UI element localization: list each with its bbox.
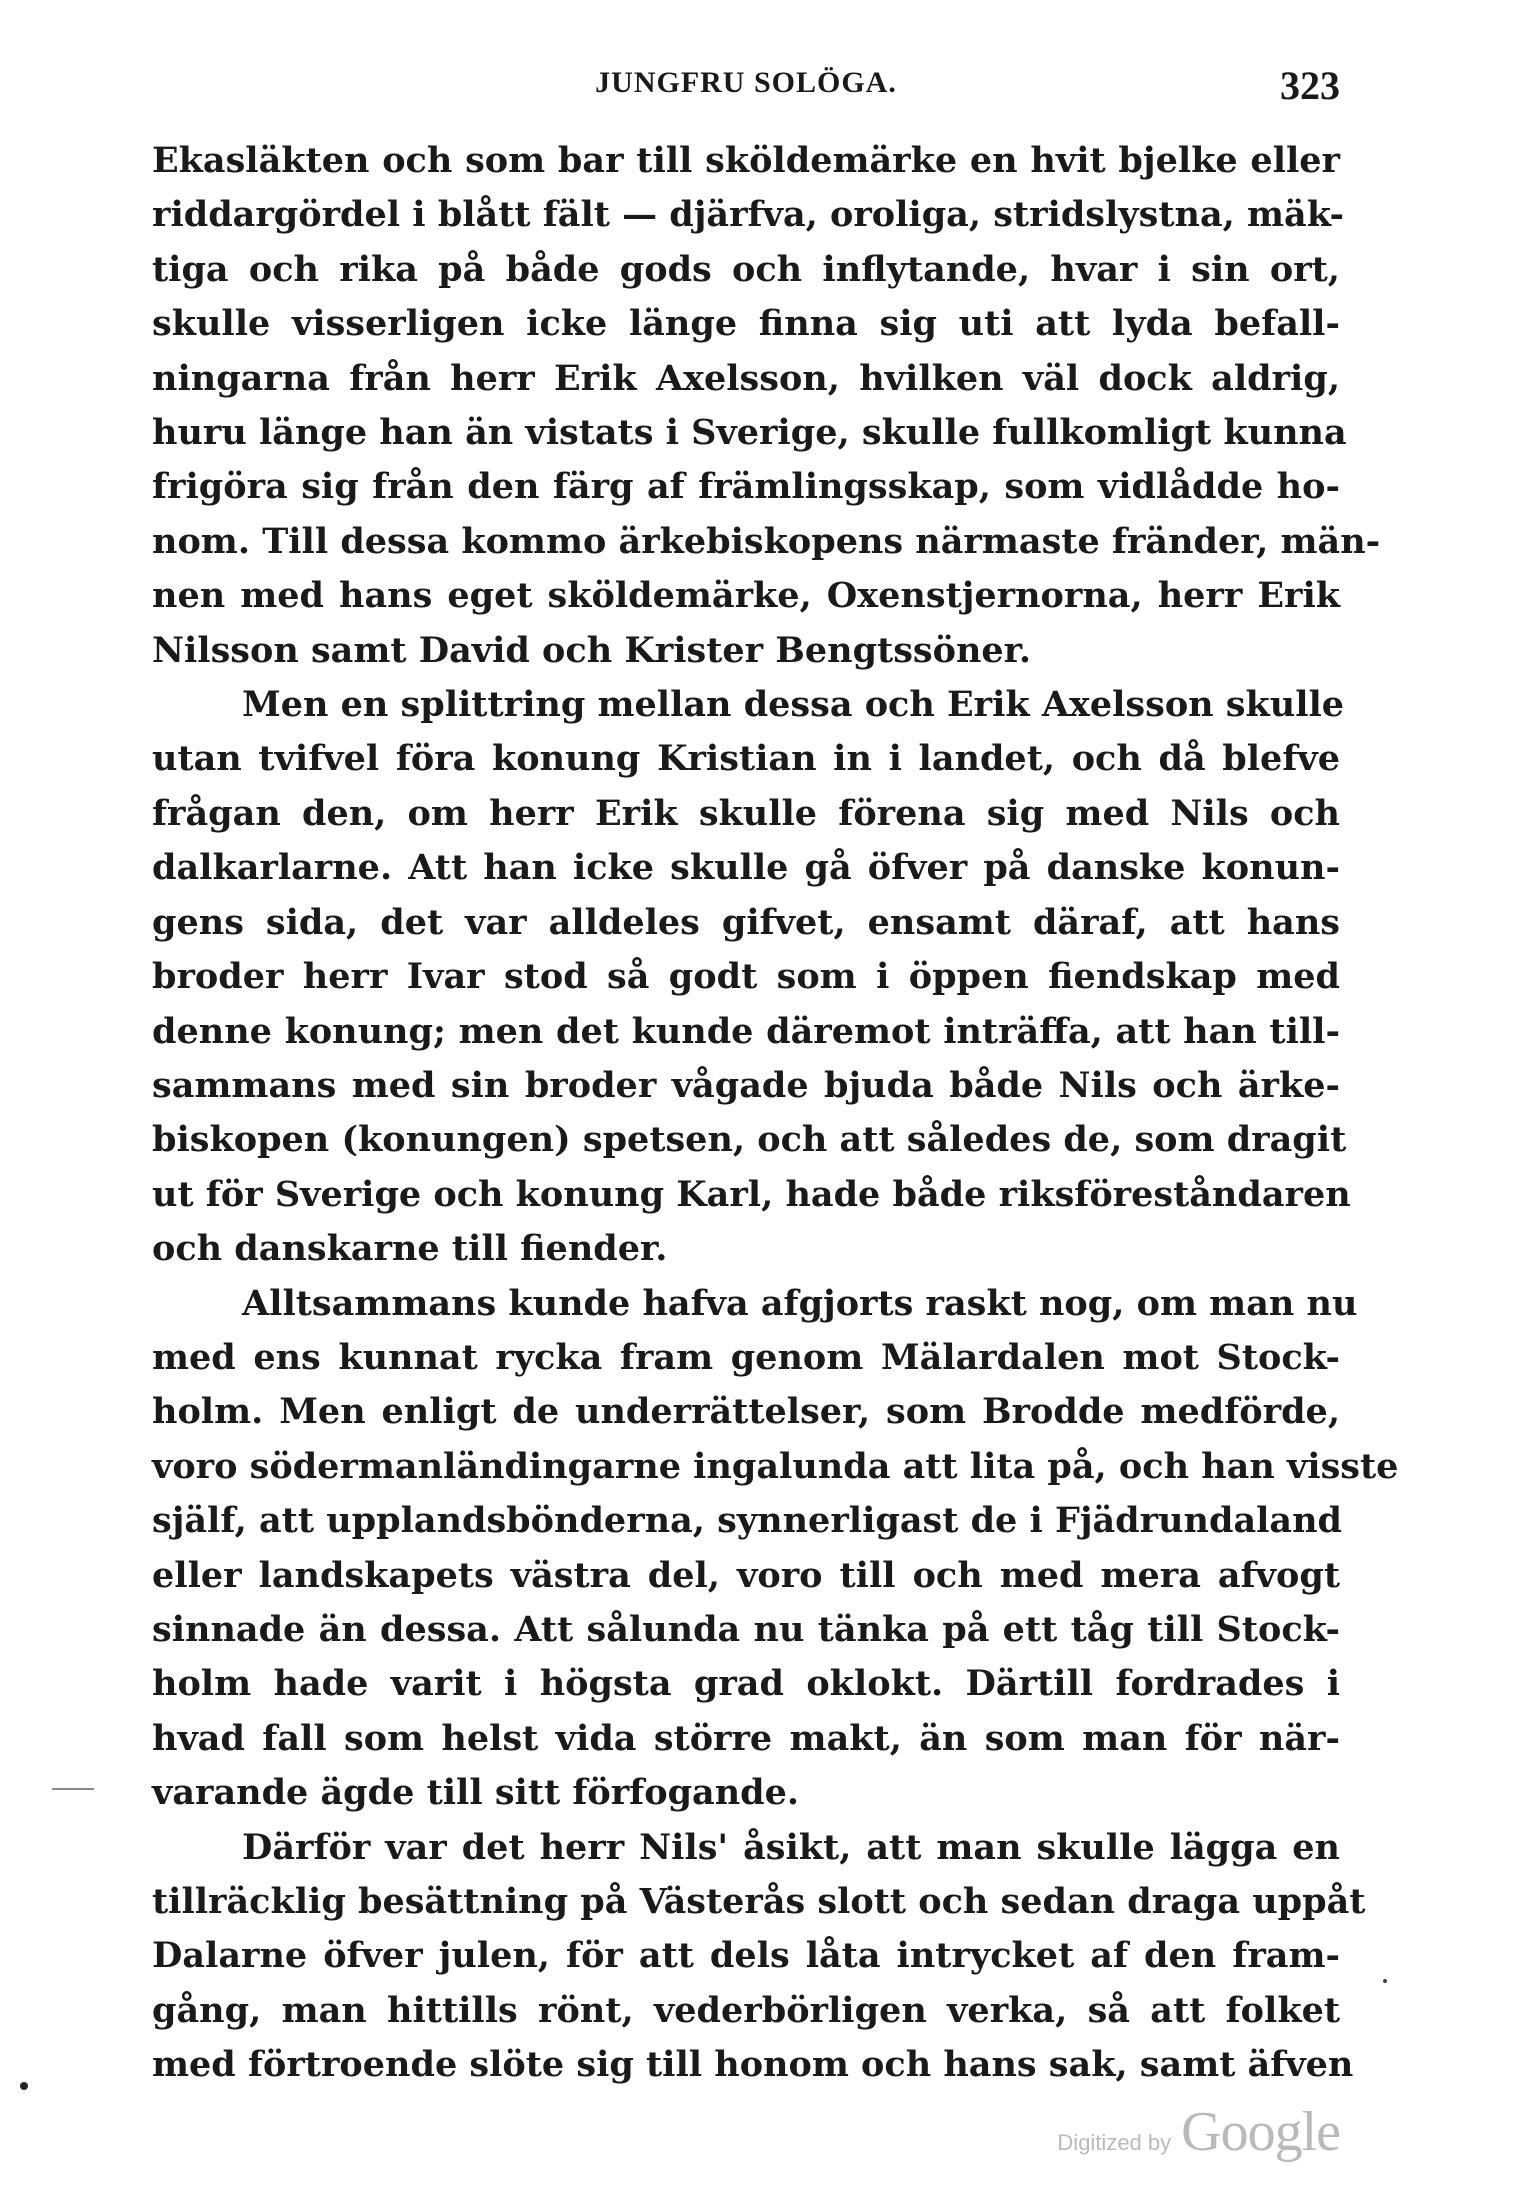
scan-mark [52,1788,94,1790]
text-line: tillräcklig besättning på Västerås slott och sedan draga uppåt [152,1881,1366,1922]
text-line: Alltsammans kunde hafva afgjorts raskt nog, om man nu [242,1282,1358,1324]
text-line: och danskarne till fiender. [152,1228,668,1270]
page-number: 323 [1280,63,1340,108]
paragraph [152,678,1351,1276]
text-line: eller landskapets västra del, voro till och med mera afvogt [152,1554,1340,1596]
text-line: varande ägde till sitt förfogande. [152,1772,800,1814]
scan-mark [1383,1979,1387,1983]
text-line: frågan den, om herr Erik skulle förena sig med Nils och [152,792,1340,834]
text-line: nom. Till dessa kommo ärkebiskopens närmaste fränder, män- [152,520,1381,562]
text-line: skulle visserligen icke länge finna sig uti att lyda befall- [152,303,1340,345]
running-title: JUNGFRU SOLÖGA. [595,66,897,99]
text-line: ningarna från herr Erik Axelsson, hvilken väl dock aldrig, [152,357,1340,399]
text-line: själf, att upplandsbönderna, synnerligast de i Fjädrundaland [152,1500,1343,1542]
text-line: med ens kunnat rycka fram genom Mälardalen mot Stock- [152,1336,1340,1378]
text-line: ut för Sverige och konung Karl, hade både riksföreståndaren [152,1173,1351,1215]
text-line: gång, man hittills rönt, vederbörligen verka, så att folket [152,1989,1340,2031]
paragraph [152,1821,1366,2093]
text-line: med förtroende slöte sig till honom och hans sak, samt äfven [152,2044,1354,2086]
text-line: riddargördel i blått fält — djärfva, oroliga, stridslystna, mäk- [152,194,1345,236]
page-header [152,63,1340,116]
text-line: dalkarlarne. Att han icke skulle gå öfver på danske konun- [152,847,1340,889]
text-line: tiga och rika på både gods och inflytande, hvar i sin ort, [152,248,1340,290]
text-line: gens sida, det var alldeles gifvet, ensamt däraf, att hans [152,901,1340,943]
paragraph [152,1277,1399,1821]
text-line: Ekasläkten och som bar till sköldemärke en hvit bjelke eller [152,140,1340,181]
text-line: utan tvifvel föra konung Kristian in i landet, och då blefve [152,738,1340,780]
text-line: voro södermanländingarne ingalunda att lita på, och han visste [152,1445,1399,1487]
scan-mark [20,2082,28,2090]
text-line: holm hade varit i högsta grad oklokt. Därtill fordrades i [152,1663,1340,1705]
text-line: denne konung; men det kunde däremot inträffa, att han till- [152,1010,1340,1052]
text-line: biskopen (konungen) spetsen, och att således de, som dragit [152,1119,1347,1161]
text-line: Men en splittring mellan dessa och Erik Axelsson skulle [242,684,1345,726]
text-line: hvad fall som helst vida större makt, än som man för när- [152,1717,1340,1759]
text-line: Dalarne öfver julen, för att dels låta intrycket af den fram- [152,1935,1340,1977]
text-line: frigöra sig från den färg af främlingsskap, som vidlådde ho- [152,466,1340,508]
text-line: Därför var det herr Nils' åsikt, att man skulle lägga en [242,1826,1340,1868]
text-line: Nilsson samt David och Krister Bengtssöner. [152,629,1032,671]
watermark-digitized-label: Digitized by [1057,2130,1172,2155]
text-line: huru länge han än vistats i Sverige, skulle fullkomligt kunna [152,412,1347,454]
google-logo: Google [1181,2101,1340,2163]
text-line: holm. Men enligt de underrättelser, som Brodde medförde, [152,1391,1340,1433]
text-line: sammans med sin broder vågade bjuda både Nils och ärke- [152,1064,1340,1106]
google-watermark [1057,2100,1340,2164]
paragraph [152,134,1381,678]
text-line: nen med hans eget sköldemärke, Oxenstjernorna, herr Erik [152,575,1340,617]
text-line: broder herr Ivar stod så godt som i öppen fiendskap med [152,956,1340,998]
body-text [152,134,1399,2093]
text-line: sinnade än dessa. Att sålunda nu tänka på ett tåg till Stock- [152,1608,1340,1650]
